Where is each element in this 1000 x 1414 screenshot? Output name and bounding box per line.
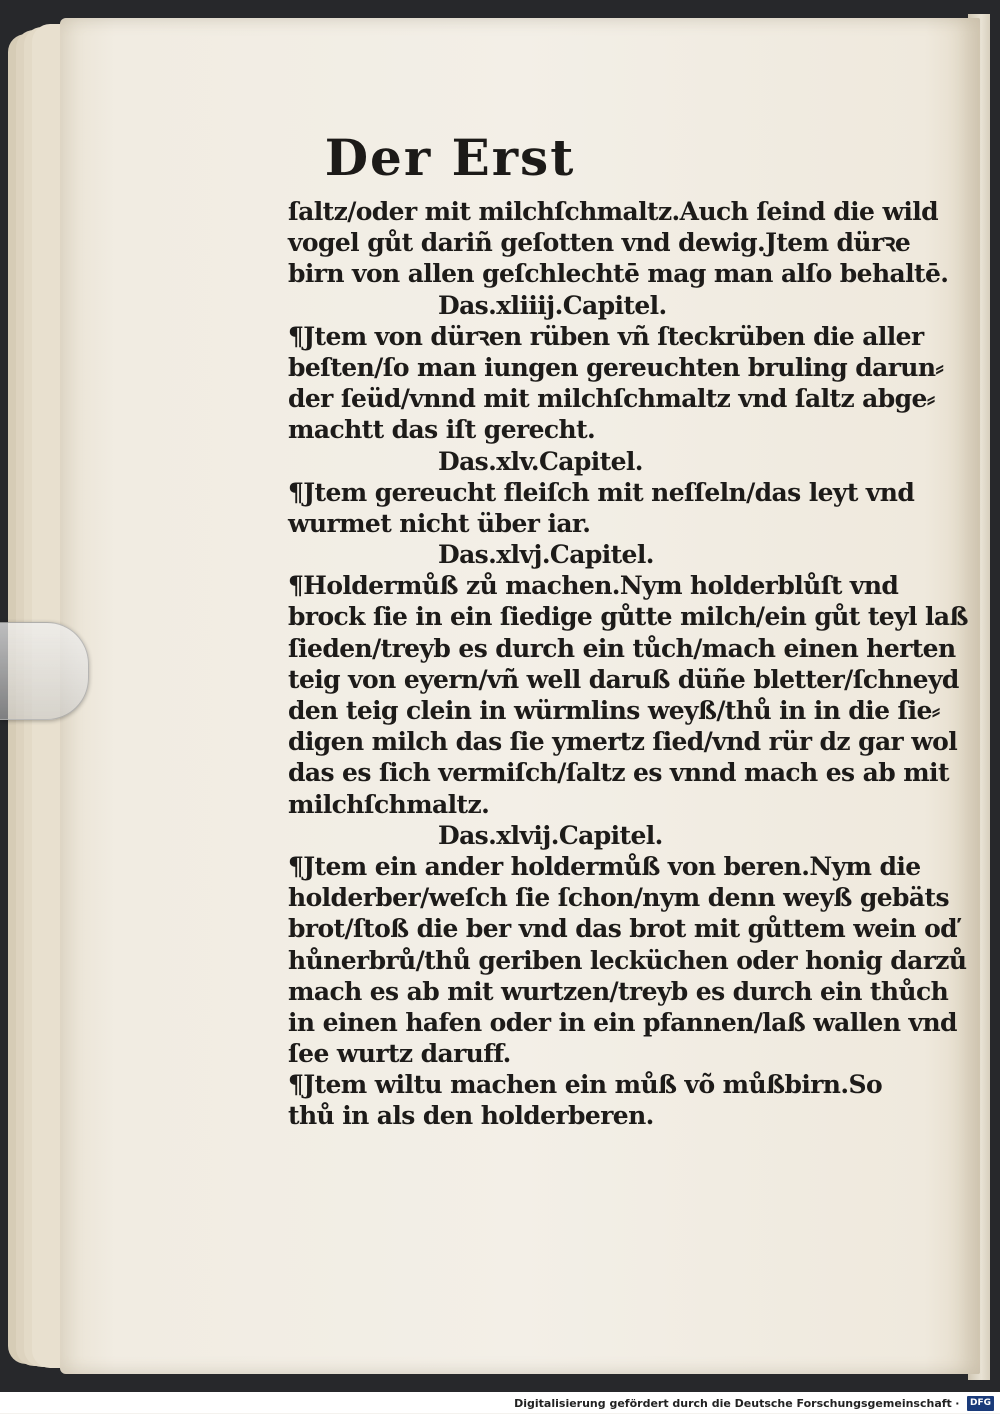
text-line: ¶Jtem wiltu machen ein můß võ můßbirn.So [288, 1070, 883, 1100]
text-line: das es ſich vermiſch/ſaltz es vnnd mach es ab mit [288, 758, 949, 788]
text-line: in einen hafen oder in ein pfannen/laß wallen vnd [288, 1007, 957, 1037]
text-line: brot/ſtoß die ber vnd das brot mit gůttem wein oď [288, 914, 958, 944]
text-line: thů in als den holderberen. [288, 1101, 654, 1131]
credit-separator: · [955, 1396, 960, 1410]
text-line: wurmet nicht über iar. [288, 508, 591, 538]
chapter-heading: Das.xlvij.Capitel. [438, 820, 663, 850]
text-line: ¶Jtem gereucht fleiſch mit neſſeln/das leyt vnd [288, 477, 915, 507]
text-line: ¶Jtem von dürꝛen rüben vñ ſteckrüben die aller [288, 321, 924, 351]
text-line: teig von eyern/vñ well daruß düñe bletter/ſchneyd [288, 664, 959, 694]
text-line: ſieden/treyb es durch ein tůch/mach einen herten [288, 633, 956, 663]
dfg-logo: DFG [967, 1396, 994, 1411]
text-line: vogel gůt dariñ geſotten vnd dewig.Jtem dürꝛe [288, 228, 911, 258]
text-line: holderber/weſch ſie ſchon/nym denn weyß gebäts [288, 883, 949, 913]
footer-bar [0, 1392, 1000, 1413]
text-line: hůnerbrů/thů geriben lecküchen oder honig darzů [288, 945, 967, 975]
running-header: Der Erst [324, 128, 576, 187]
text-line: ¶Jtem ein ander holdermůß von beren.Nym die [288, 851, 921, 881]
text-line: den teig clein in würmlins weyß/thů in in die ſie⸗ [288, 696, 940, 725]
text-line: ¶Holdermůß zů machen.Nym holderblůſt vnd [288, 571, 899, 601]
text-line: machtt das iſt gerecht. [288, 415, 596, 445]
page-clip [0, 622, 89, 720]
text-line: brock ſie in ein ſiedige gůtte milch/ein gůt teyl laß [288, 602, 968, 632]
text-line: beſten/ſo man iungen gereuchten bruling darun⸗ [288, 352, 944, 382]
chapter-heading: Das.xlv.Capitel. [438, 446, 643, 476]
text-line: ſaltz/oder mit milchſchmaltz.Auch ſeind die wild [288, 197, 939, 226]
chapter-heading: Das.xliiij.Capitel. [438, 290, 667, 320]
text-line: der ſeüd/vnnd mit milchſchmaltz vnd ſaltz abge⸗ [288, 384, 935, 414]
text-line: ſee wurtz daruff. [288, 1039, 511, 1069]
text-line: birn von allen geſchlechtē mag man alſo behaltē. [288, 259, 949, 289]
text-line: digen milch das ſie ymertz ſied/vnd rür dz gar wol [288, 727, 958, 757]
funding-credit: Digitalisierung gefördert durch die Deutsche Forschungsgemeinschaft [514, 1396, 952, 1410]
text-line: milchſchmaltz. [288, 789, 490, 819]
text-line: mach es ab mit wurtzen/treyb es durch ein thůch [288, 976, 949, 1006]
body-text [288, 196, 968, 1132]
chapter-heading: Das.xlvj.Capitel. [438, 540, 654, 570]
